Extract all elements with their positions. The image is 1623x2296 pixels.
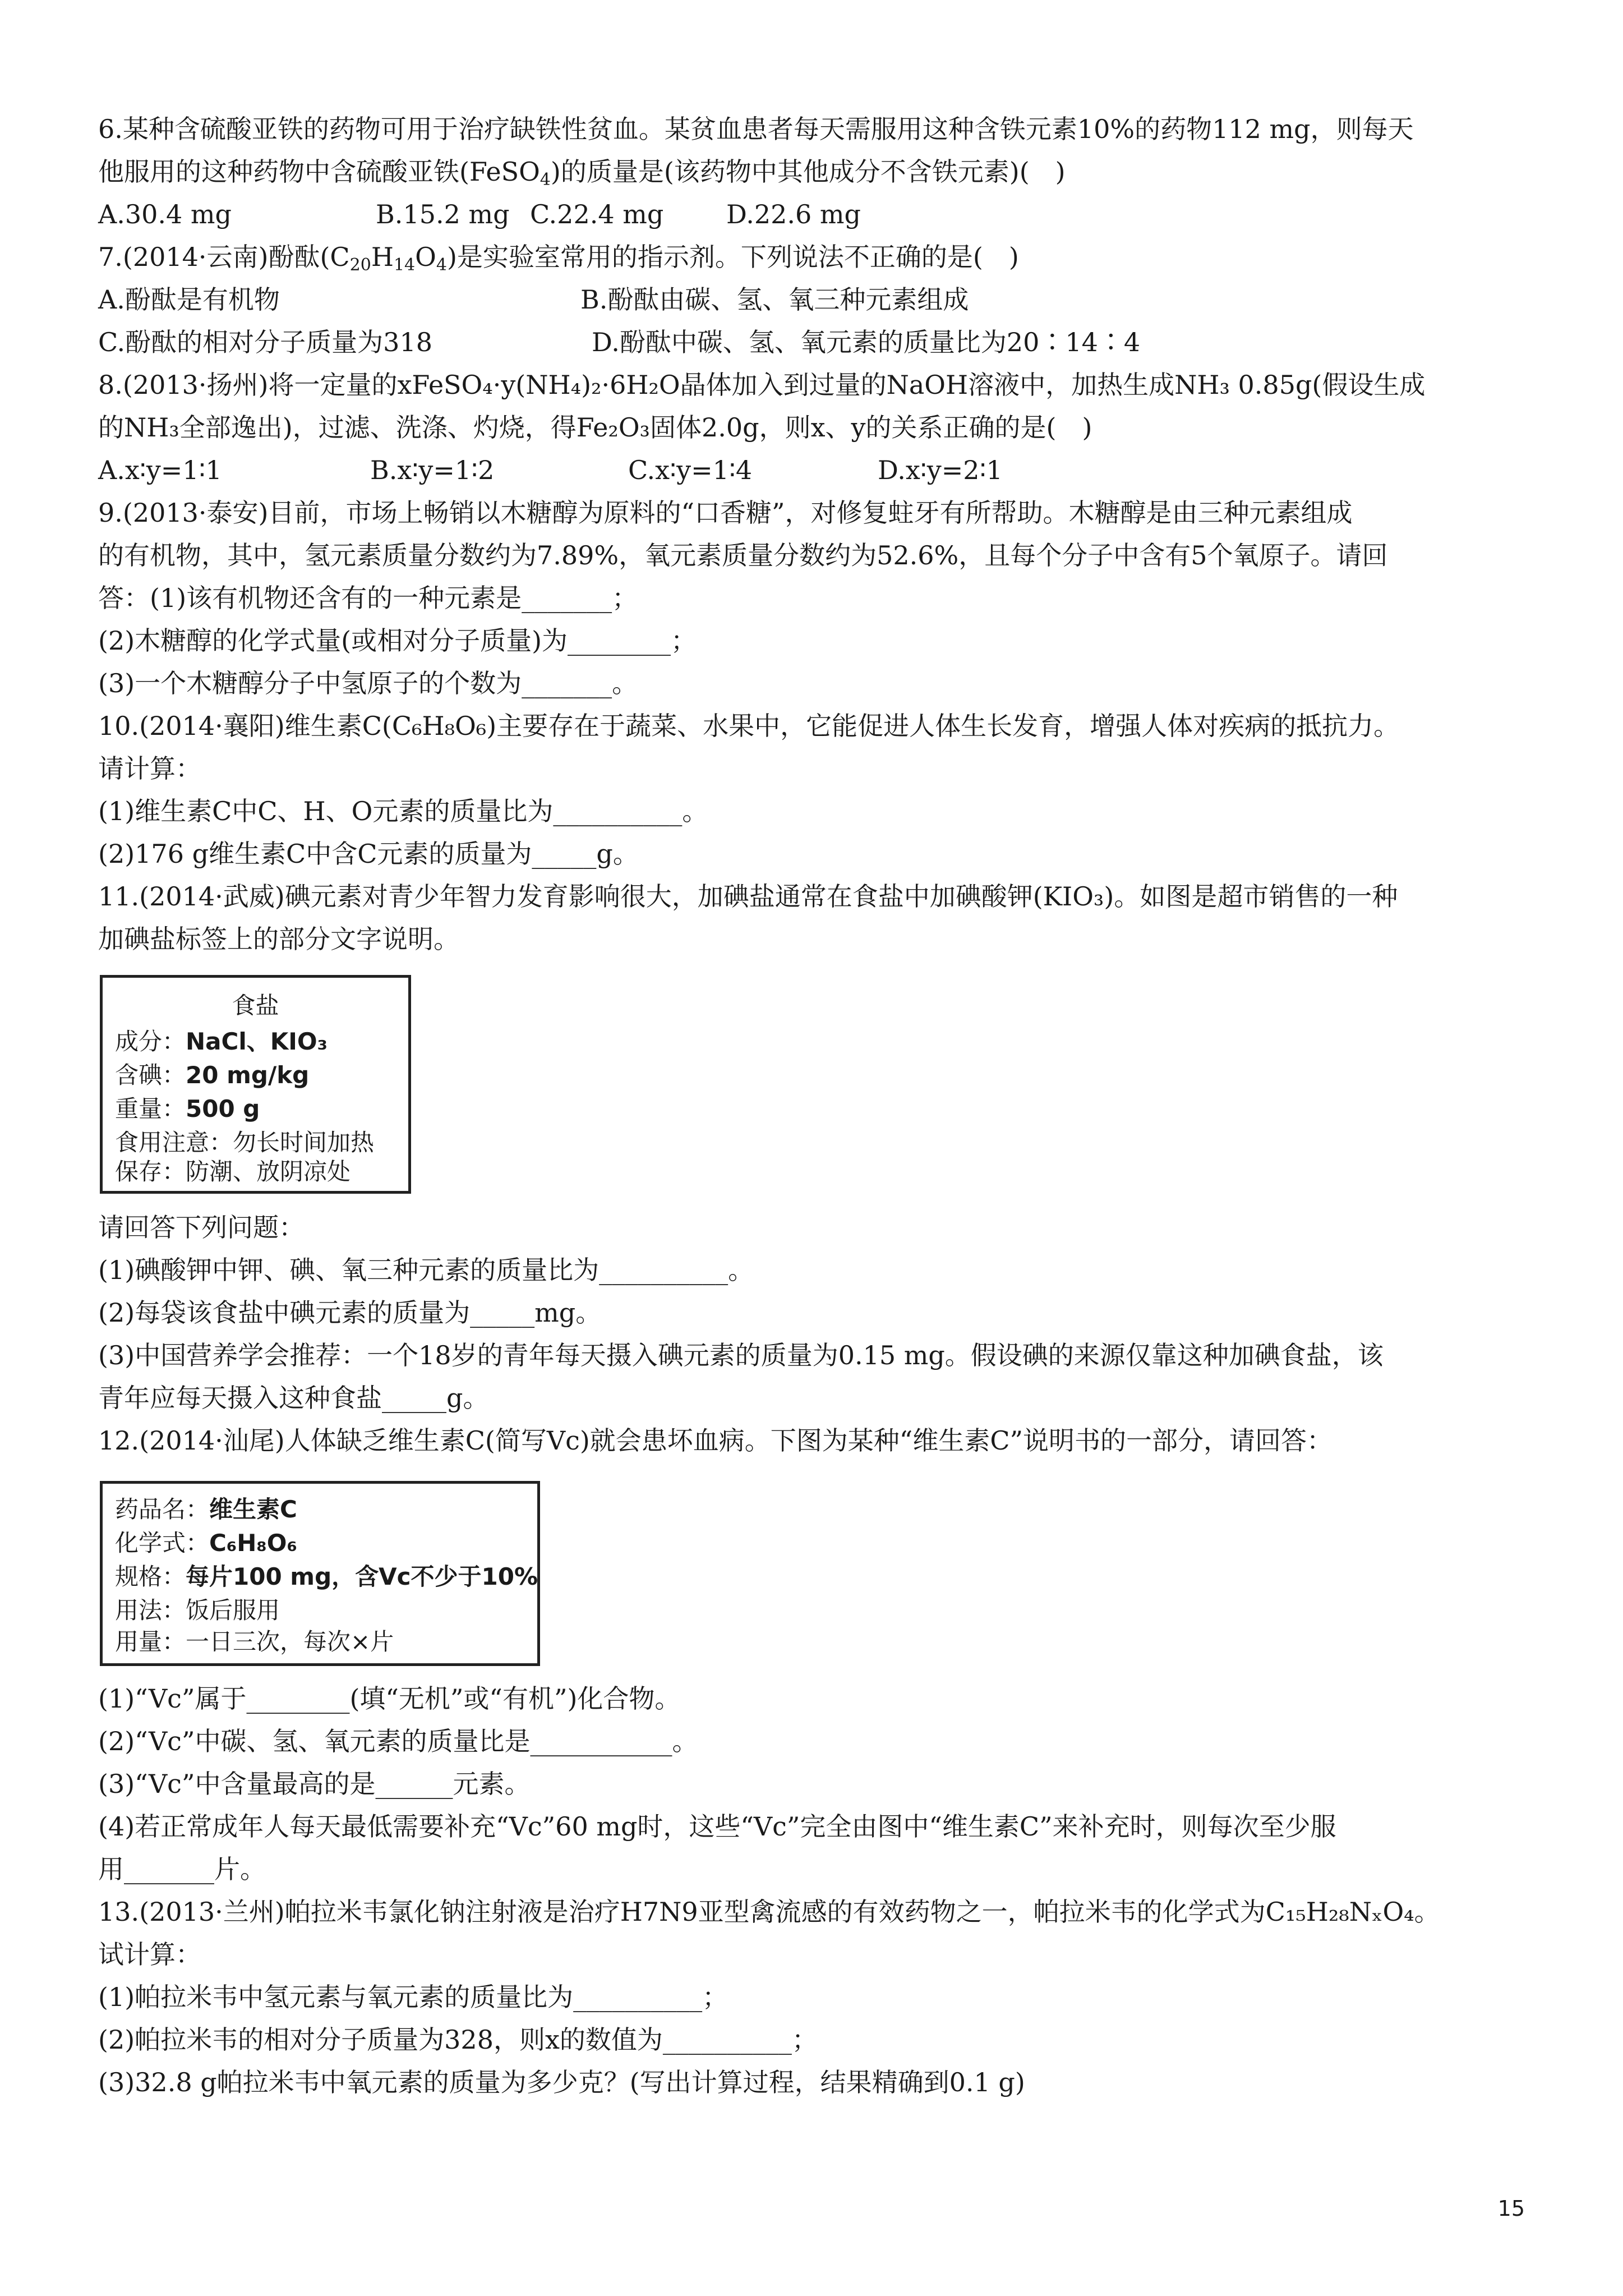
- q6-line-2: 他服用的这种药物中含硫酸亚铁(FeSO$_4$)的质量是(该药物中其他成分不含铁元素)( ): [98, 157, 1066, 190]
- q12-line-2: (1)“Vc”属于________(填“无机”或“有机”)化合物。: [98, 1683, 681, 1714]
- q12-line-6: 用_______片。: [98, 1854, 266, 1884]
- q9-line-3: 答：(1)该有机物还含有的一种元素是_______；: [98, 583, 638, 613]
- salt-label-title: 食盐: [232, 992, 279, 1019]
- q8-option-a: A.x∶y=1∶1: [98, 455, 222, 485]
- q9-line-4: (2)木糖醇的化学式量(或相对分子质量)为________；: [98, 625, 697, 656]
- salt-label-box: [100, 975, 411, 1194]
- q11-line-3: 请回答下列问题：: [98, 1212, 305, 1243]
- q7-option-d: D.酚酞中碳、氢、氧元素的质量比为20∶14∶4: [592, 327, 1141, 357]
- q8-option-b: B.x∶y=1∶2: [370, 455, 495, 485]
- q6-option-c: C.22.4 mg: [530, 199, 664, 229]
- q13-line-4: (2)帕拉米韦的相对分子质量为328，则x的数值为__________；: [98, 2024, 818, 2055]
- q13-line-1: 13.(2013·兰州)帕拉米韦氯化钠注射液是治疗H7N9亚型禽流感的有效药物之一，帕拉米韦的化学式为C₁₅H₂₈NₓO₄。: [98, 1897, 1440, 1927]
- salt-label-weight: 重量：500 g: [115, 1095, 260, 1122]
- q11-line-5: (2)每袋该食盐中碘元素的质量为_____mg。: [98, 1297, 602, 1328]
- q11-line-1: 11.(2014·武威)碘元素对青少年智力发育影响很大，加碘盐通常在食盐中加碘酸钾(KIO₃)。如图是超市销售的一种: [98, 881, 1398, 912]
- salt-label-iodine: 含碘：20 mg/kg: [115, 1061, 310, 1089]
- q13-line-3: (1)帕拉米韦中氢元素与氧元素的质量比为__________；: [98, 1982, 728, 2012]
- q7-stem-b: )是实验室常用的指示剂。下列说法不正确的是( ): [446, 242, 1019, 272]
- q11-line-7: 青年应每天摄入这种食盐_____g。: [98, 1383, 489, 1413]
- q7-option-a: A.酚酞是有机物: [98, 284, 280, 315]
- q9-line-1: 9.(2013·泰安)目前，市场上畅销以木糖醇为原料的“口香糖”，对修复蛀牙有所帮助。木糖醇是由三种元素组成: [98, 498, 1353, 528]
- q9-line-5: (3)一个木糖醇分子中氢原子的个数为_______。: [98, 668, 638, 698]
- q13-line-2: 试计算：: [98, 1939, 201, 1970]
- q13-line-5: (3)32.8 g帕拉米韦中氧元素的质量为多少克？(写出计算过程，结果精确到0.1 g): [98, 2067, 1025, 2097]
- salt-label-storage: 保存：防潮、放阴凉处: [115, 1158, 351, 1185]
- q11-line-2: 加碘盐标签上的部分文字说明。: [98, 924, 459, 954]
- vc-label-dosage: 用量：一日三次，每次×片: [115, 1628, 394, 1655]
- q6-line-2-b: )的质量是(该药物中其他成分不含铁元素)( ): [550, 157, 1066, 187]
- q10-line-1: 10.(2014·襄阳)维生素C(C₆H₈O₆)主要存在于蔬菜、水果中，它能促进人体生长发育，增强人体对疾病的抵抗力。: [98, 711, 1400, 741]
- q7-stem-a: 7.(2014·云南)酚酞(C: [98, 242, 350, 272]
- salt-label-notice: 食用注意：勿长时间加热: [115, 1129, 375, 1156]
- vc-label-spec: 规格：每片100 mg，含Vc不少于10%: [115, 1563, 538, 1590]
- q10-line-2: 请计算：: [98, 753, 201, 784]
- q10-line-3: (1)维生素C中C、H、O元素的质量比为__________。: [98, 796, 708, 826]
- vitamin-c-label-box: [100, 1481, 540, 1666]
- vc-label-formula: 化学式：C₆H₈O₆: [115, 1529, 297, 1557]
- q7-stem: 7.(2014·云南)酚酞$(C_{20}H_{14}O_4)$是实验室常用的指示剂。下列说法不正确的是( ): [98, 242, 1019, 275]
- q12-line-4: (3)“Vc”中含量最高的是______元素。: [98, 1769, 531, 1799]
- q6-line-1: 6.某种含硫酸亚铁的药物可用于治疗缺铁性贫血。某贫血患者每天需服用这种含铁元素10%的药物112 mg，则每天: [98, 114, 1414, 144]
- q8-line-1: 8.(2013·扬州)将一定量的xFeSO₄·y(NH₄)₂·6H₂O晶体加入到过量的NaOH溶液中，加热生成NH₃ 0.85g(假设生成: [98, 370, 1426, 400]
- q7-option-c: C.酚酞的相对分子质量为318: [98, 327, 432, 357]
- vc-label-usage: 用法：饭后服用: [115, 1596, 280, 1624]
- q11-line-4: (1)碘酸钾中钾、碘、氧三种元素的质量比为__________。: [98, 1255, 754, 1285]
- q12-line-1: 12.(2014·汕尾)人体缺乏维生素C(简写Vc)就会患坏血病。下图为某种“维生素C”说明书的一部分，请回答：: [98, 1425, 1333, 1456]
- q8-option-c: C.x∶y=1∶4: [628, 455, 753, 485]
- q9-line-2: 的有机物，其中，氢元素质量分数约为7.89%，氧元素质量分数约为52.6%，且每个分子中含有5个氧原子。请回: [98, 540, 1388, 570]
- q8-option-d: D.x∶y=2∶1: [878, 455, 1003, 485]
- q7-option-b: B.酚酞由碳、氢、氧三种元素组成: [580, 284, 969, 315]
- q8-line-2: 的NH₃全部逸出)，过滤、洗涤、灼烧，得Fe₂O₃固体2.0g，则x、y的关系正确的是( ): [98, 412, 1092, 443]
- q10-line-4: (2)176 g维生素C中含C元素的质量为_____g。: [98, 839, 639, 869]
- q12-line-3: (2)“Vc”中碳、氢、氧元素的质量比是___________。: [98, 1726, 698, 1756]
- q6-option-b: B.15.2 mg: [376, 199, 510, 229]
- q6-line-2-a: 他服用的这种药物中含硫酸亚铁(FeSO: [98, 157, 540, 187]
- q6-option-a: A.30.4 mg: [98, 199, 232, 229]
- q6-option-d: D.22.6 mg: [726, 199, 861, 229]
- page-number: 15: [1497, 2196, 1525, 2221]
- salt-label-ingredients: 成分：NaCl、KIO₃: [115, 1028, 328, 1055]
- q11-line-6: (3)中国营养学会推荐：一个18岁的青年每天摄入碘元素的质量为0.15 mg。假设碘的来源仅靠这种加碘食盐，该: [98, 1340, 1384, 1370]
- q12-line-5: (4)若正常成年人每天最低需要补充“Vc”60 mg时，这些“Vc”完全由图中“维生素C”来补充时，则每次至少服: [98, 1811, 1336, 1842]
- vc-label-name: 药品名：维生素C: [115, 1496, 297, 1523]
